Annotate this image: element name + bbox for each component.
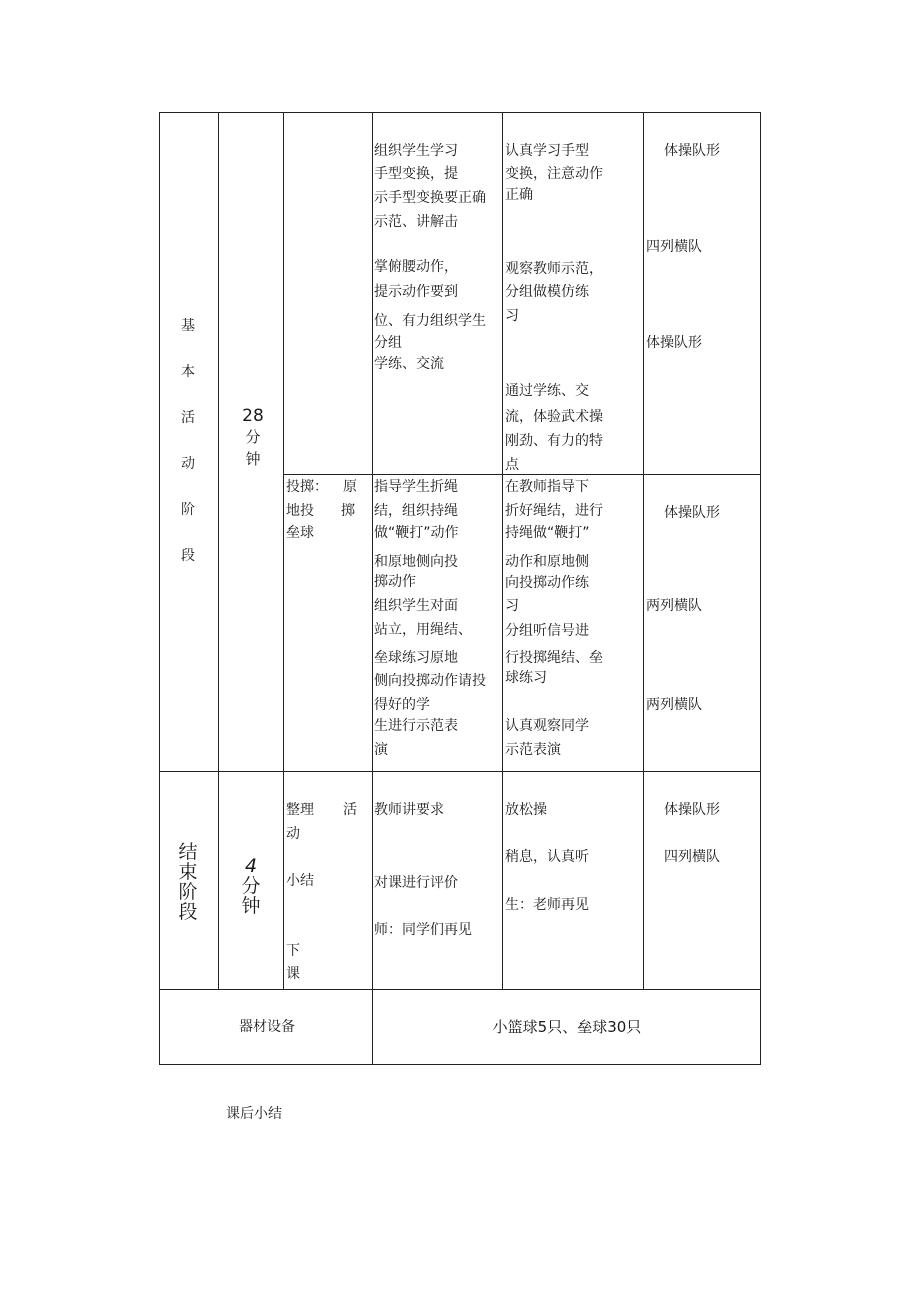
equipment-value: 小篮球5只、垒球30只 <box>492 1018 642 1036</box>
table-border-top <box>159 112 761 113</box>
stage-label-end: 结 束 阶 段 <box>178 841 198 923</box>
column-divider <box>283 112 284 989</box>
block-divider <box>283 474 761 475</box>
stage-label-basic: 基 本 活 动 阶 段 <box>181 318 195 564</box>
column-divider <box>643 112 644 989</box>
table-border-bottom <box>159 1064 761 1065</box>
column-divider <box>502 112 503 989</box>
duration-basic: 28 分 钟 <box>242 406 264 468</box>
table-border-left <box>159 112 160 1065</box>
section-divider <box>159 771 761 772</box>
after-class-label: 课后小结 <box>226 1106 282 1122</box>
table-border-right <box>760 112 761 1065</box>
column-divider <box>372 112 373 1065</box>
equipment-label: 器材设备 <box>239 1019 295 1035</box>
section-divider <box>159 989 761 990</box>
duration-end: 4 分 钟 <box>241 855 261 917</box>
column-divider <box>218 112 219 989</box>
